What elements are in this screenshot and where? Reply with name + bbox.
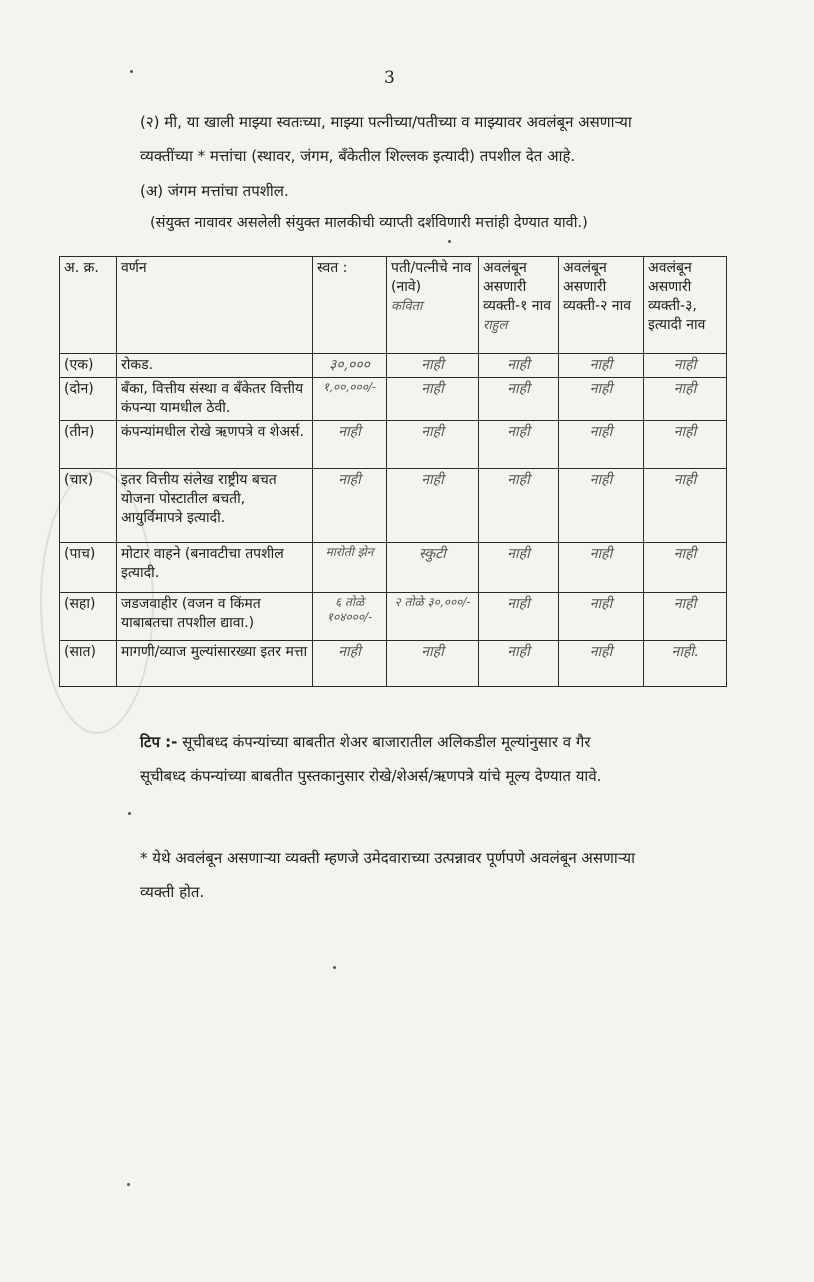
row-sr: (सहा) <box>60 593 117 641</box>
row-dependent-1-value: नाही <box>507 546 530 562</box>
header-spouse-name: कविता <box>391 299 423 314</box>
row-dependent-1-value: नाही <box>507 357 530 373</box>
intro-line-2: व्यक्तींच्या * मत्तांचा (स्थावर, जंगम, बँकेतील शिल्लक इत्यादी) तपशील देत आहे. <box>140 147 576 165</box>
row-self-value: नाही <box>338 424 361 440</box>
tip-text-1: सूचीबध्द कंपन्यांच्या बाबतीत शेअर बाजारातील अलिकडील मूल्यांनुसार व गैर <box>182 733 591 751</box>
row-description: मोटार वाहने (बनावटीचा तपशील इत्यादी. <box>117 543 313 593</box>
row-spouse-value: स्कुटी <box>419 546 446 562</box>
row-dependent-1-value: नाही <box>507 381 530 397</box>
row-dependent-1-value: नाही <box>507 472 530 488</box>
row-self-value: मारोती झेन <box>325 545 374 559</box>
row-self-value: ६ तोळे १०४०००/- <box>326 595 373 624</box>
table-row <box>60 641 727 687</box>
row-dependent-2-value: नाही <box>589 644 613 660</box>
row-spouse-value: नाही <box>421 472 444 488</box>
row-dependent-1-value: नाही <box>507 596 530 612</box>
movable-assets-table <box>59 256 727 687</box>
row-dependent-3-value: नाही <box>673 596 697 612</box>
row-self-value: नाही <box>338 644 361 660</box>
row-description: बँका, वित्तीय संस्था व बँकेतर वित्तीय कंपन्या यामधील ठेवी. <box>117 378 313 421</box>
table-row <box>60 469 727 543</box>
row-self-value: ३०,००० <box>329 357 370 373</box>
speck <box>448 240 451 243</box>
row-sr: (तीन) <box>60 421 117 469</box>
row-sr: (एक) <box>60 354 117 378</box>
row-self-value: १,००,०००/- <box>322 380 377 394</box>
row-dependent-3-value: नाही <box>673 472 697 488</box>
footnote-line-1: * येथे अवलंबून असणाऱ्या व्यक्ती म्हणजे उमेदवाराच्या उत्पन्नावर पूर्णपणे अवलंबून असणाऱ्या <box>140 849 635 867</box>
footnote-line-2: व्यक्ती होत. <box>140 883 205 901</box>
row-dependent-1-value: नाही <box>507 424 530 440</box>
tip-line-1 <box>140 732 590 752</box>
row-description: रोकड. <box>117 354 313 378</box>
row-dependent-2-value: नाही <box>589 596 613 612</box>
section-note: (संयुक्त नावावर असलेली संयुक्त मालकीची व्याप्ती दर्शविणारी मत्तांही देण्यात यावी.) <box>150 215 588 231</box>
row-description: जडजवाहीर (वजन व किंमत याबाबतचा तपशील द्यावा.) <box>117 593 313 641</box>
row-sr: (सात) <box>60 641 117 687</box>
table-row <box>60 543 727 593</box>
section-heading: (अ) जंगम मत्तांचा तपशील. <box>140 182 289 200</box>
row-description: इतर वित्तीय संलेख राष्ट्रीय बचत योजना पोस्टातील बचती, आयुर्विमापत्रे इत्यादी. <box>117 469 313 543</box>
table-row <box>60 593 727 641</box>
row-sr: (दोन) <box>60 378 117 421</box>
row-dependent-1-value: नाही <box>507 644 530 660</box>
row-dependent-2-value: नाही <box>589 472 613 488</box>
row-sr: (पाच) <box>60 543 117 593</box>
table-row <box>60 378 727 421</box>
row-dependent-3-value: नाही <box>673 546 697 562</box>
row-dependent-2-value: नाही <box>589 546 613 562</box>
row-description: मागणी/व्याज मुल्यांसारख्या इतर मत्ता <box>117 641 313 687</box>
table-row <box>60 354 727 378</box>
speck <box>127 1183 130 1186</box>
speck <box>130 70 133 73</box>
row-dependent-2-value: नाही <box>589 381 613 397</box>
row-dependent-3-value: नाही. <box>671 644 699 660</box>
header-dependent-1 <box>479 257 559 354</box>
header-dependent-3: अवलंबून असणारी व्यक्ती-३, इत्यादी नाव <box>644 257 727 354</box>
header-dependent-2: अवलंबून असणारी व्यक्ती-२ नाव <box>559 257 644 354</box>
row-spouse-value: २ तोळे ३०,०००/- <box>394 595 471 609</box>
row-dependent-2-value: नाही <box>589 424 613 440</box>
header-dependent-1-name: राहुल <box>483 318 508 333</box>
intro-line-1: (२) मी, या खाली माझ्या स्वतःच्या, माझ्या पत्नीच्या/पतीच्या व माझ्यावर अवलंबून असणाऱ्या <box>140 113 632 131</box>
row-description: कंपन्यांमधील रोखे ऋणपत्रे व शेअर्स. <box>117 421 313 469</box>
table-header-row <box>60 257 727 354</box>
tip-label: टिप :- <box>140 733 178 751</box>
header-description: वर्णन <box>117 257 313 354</box>
row-dependent-2-value: नाही <box>589 357 613 373</box>
row-sr: (चार) <box>60 469 117 543</box>
header-self: स्वत : <box>313 257 387 354</box>
speck <box>333 966 336 969</box>
header-sr: अ. क्र. <box>60 257 117 354</box>
speck <box>128 812 131 815</box>
row-spouse-value: नाही <box>421 381 444 397</box>
row-dependent-3-value: नाही <box>673 381 697 397</box>
header-dependent-1-label: अवलंबून असणारी व्यक्ती-१ नाव <box>483 260 551 314</box>
header-spouse <box>387 257 479 354</box>
page-number: 3 <box>384 68 395 88</box>
row-spouse-value: नाही <box>421 424 444 440</box>
row-dependent-3-value: नाही <box>673 357 697 373</box>
row-spouse-value: नाही <box>421 357 444 373</box>
row-dependent-3-value: नाही <box>673 424 697 440</box>
row-self-value: नाही <box>338 472 361 488</box>
header-spouse-label: पती/पत्नीचे नाव (नावे) <box>391 260 472 295</box>
tip-line-2: सूचीबध्द कंपन्यांच्या बाबतीत पुस्तकानुसार रोखे/शेअर्स/ऋणपत्रे यांचे मूल्य देण्यात यावे. <box>140 767 602 785</box>
table-row <box>60 421 727 469</box>
row-spouse-value: नाही <box>421 644 444 660</box>
